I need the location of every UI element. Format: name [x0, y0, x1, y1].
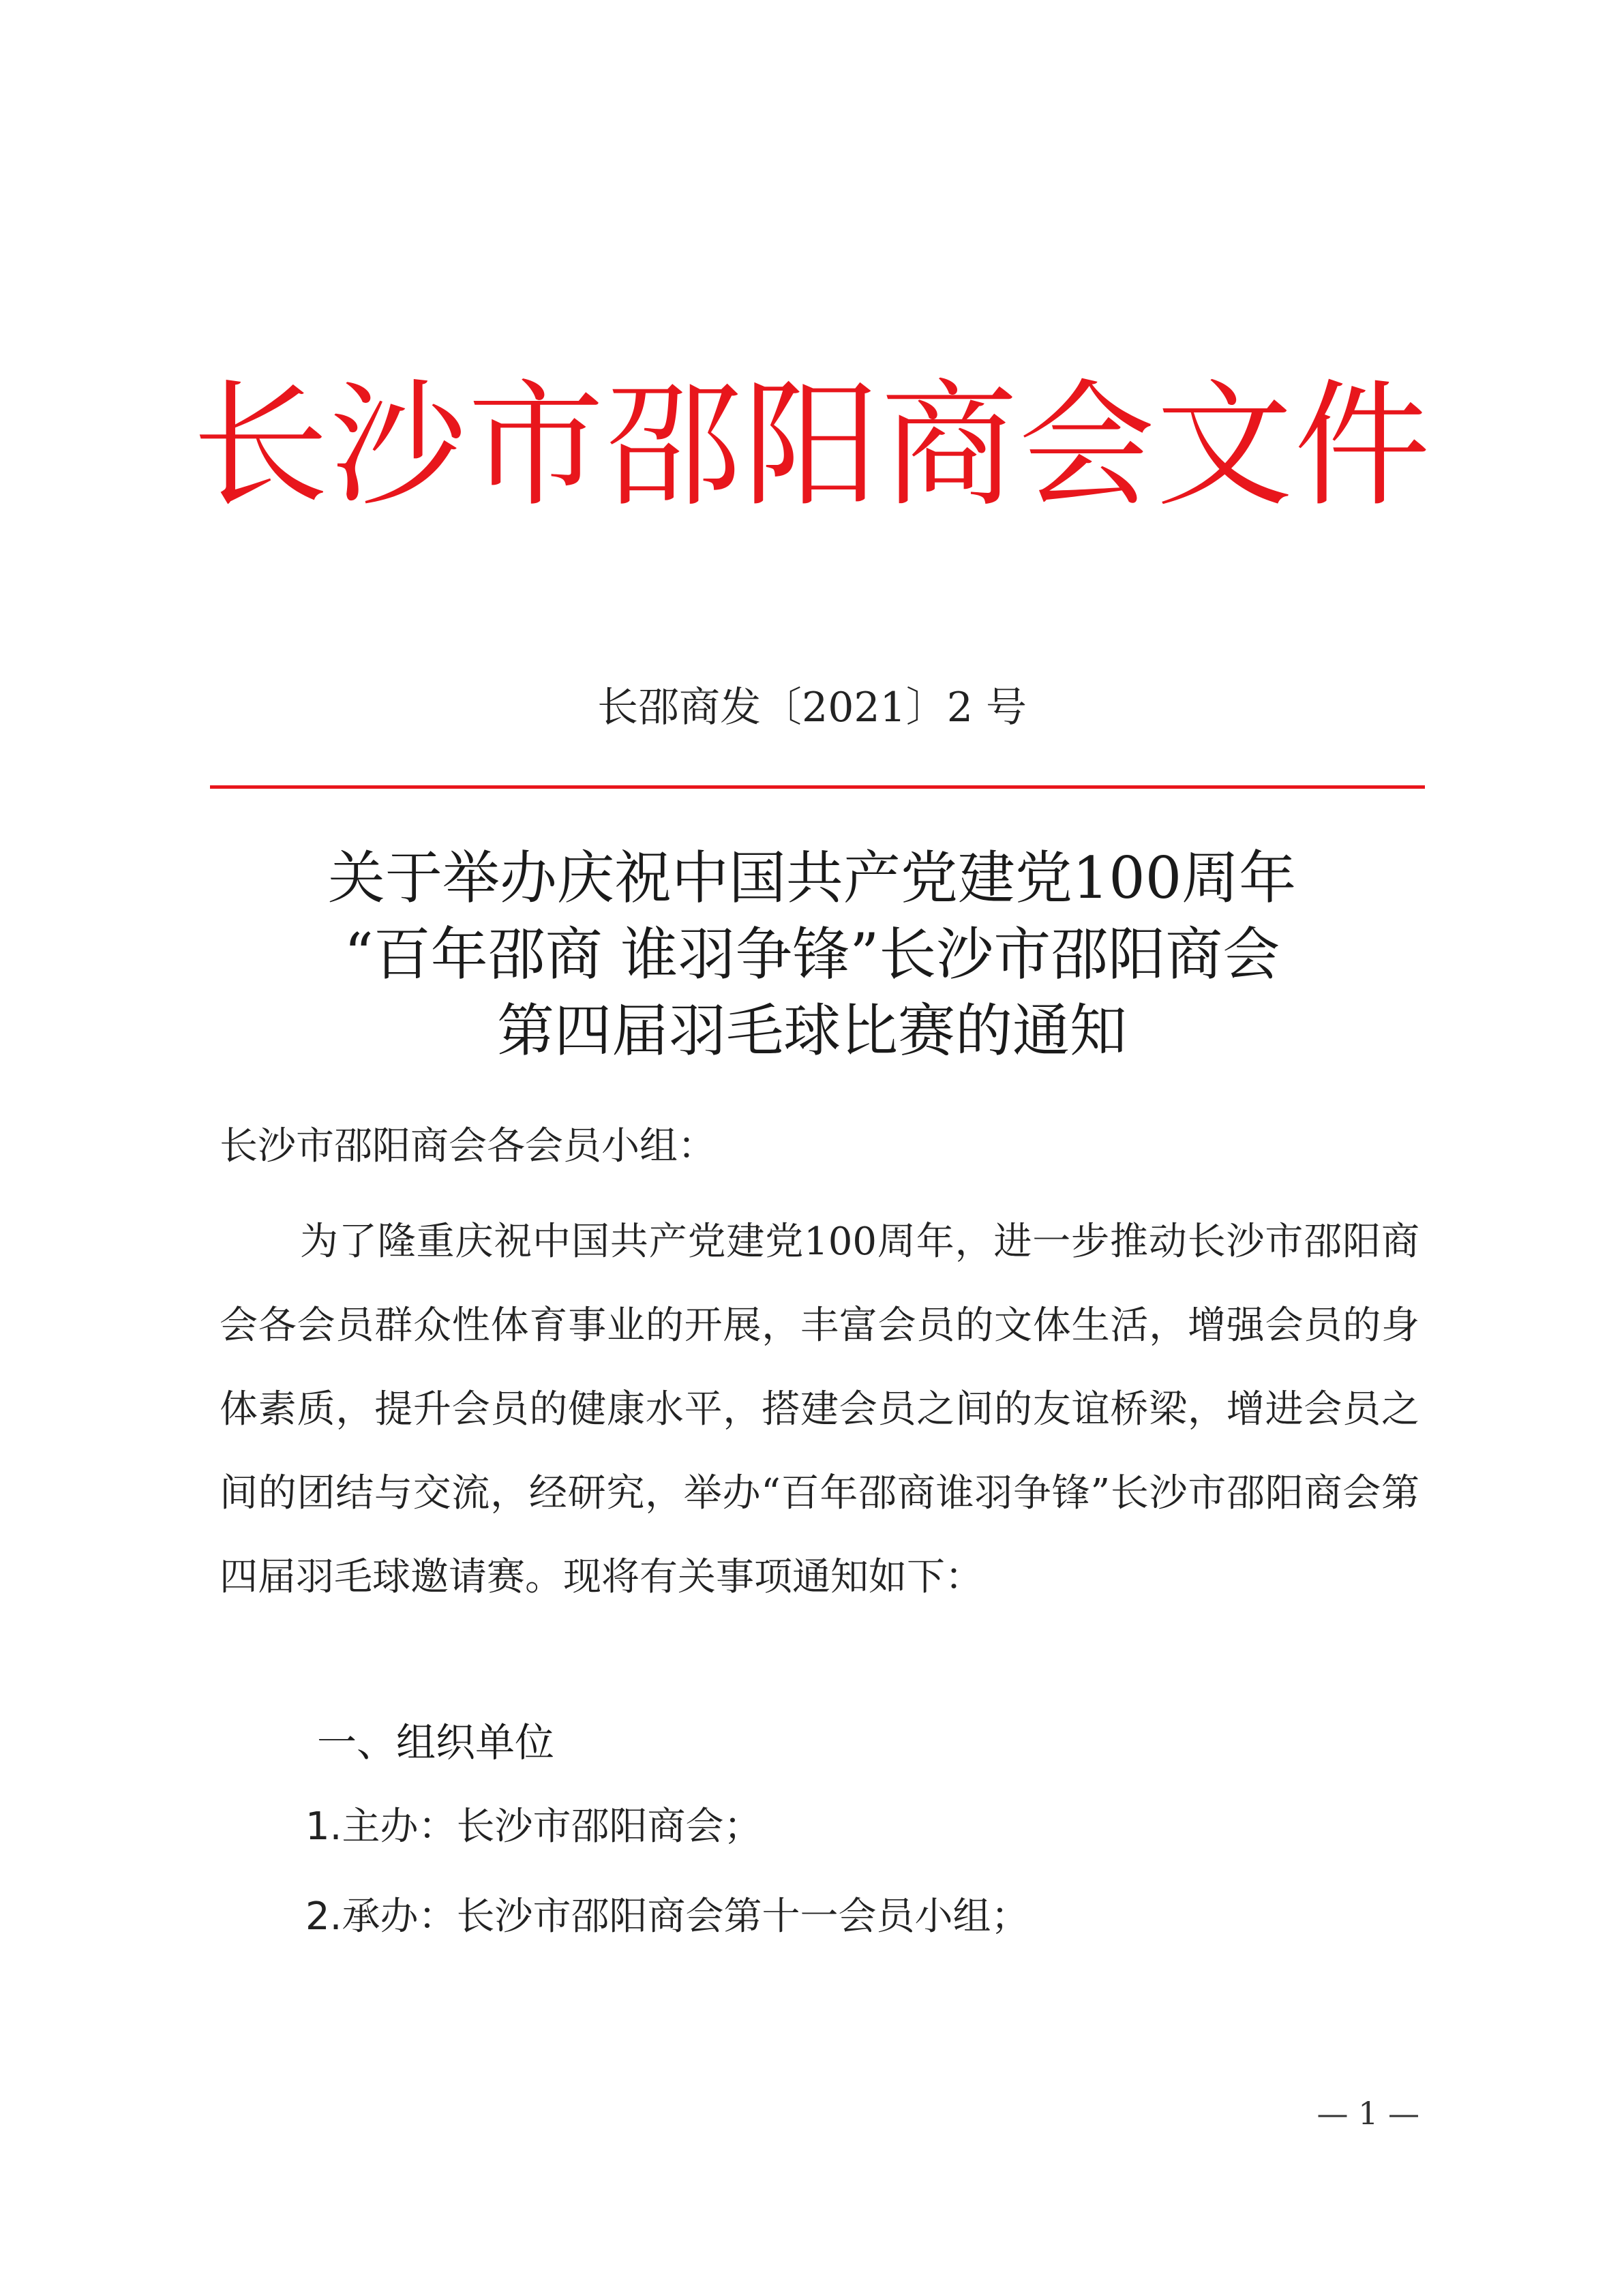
notice-title-line-1: 关于举办庆祝中国共产党建党100周年	[327, 845, 1297, 911]
item-text: 主办：长沙市邵阳商会；	[342, 1804, 762, 1849]
notice-title	[0, 840, 1624, 1069]
masthead-title: 长沙市邵阳商会文件	[192, 367, 1432, 526]
item-number: 1.	[305, 1804, 342, 1849]
section-heading-organizers: 一、组织单位	[317, 1719, 555, 1766]
page-number: — 1 —	[1317, 2095, 1419, 2132]
item-text: 承办：长沙市邵阳商会第十一会员小组；	[342, 1894, 1029, 1939]
body-paragraph: 为了隆重庆祝中国共产党建党100周年，进一步推动长沙市邵阳商会各会员群众性体育事业的开展，丰富会员的文体生活，增强会员的身体素质，提升会员的健康水平，搭建会员之间的友谊桥梁，增进会员之间的团结与交流，经研究，举办“百年邵商谁羽争锋”长沙市邵阳商会第四届羽毛球邀请赛。现将有关事项通知如下：	[220, 1220, 1419, 1599]
red-divider-line	[210, 785, 1425, 789]
organizer-item	[305, 1890, 1029, 1944]
salutation: 长沙市邵阳商会各会员小组：	[220, 1124, 716, 1168]
item-number: 2.	[305, 1894, 342, 1939]
document-number: 长邵商发〔2021〕2 号	[597, 684, 1027, 731]
notice-title-line-3: 第四届羽毛球比赛的通知	[496, 997, 1127, 1064]
notice-title-line-2: “百年邵商 谁羽争锋”长沙市邵阳商会	[344, 921, 1280, 988]
organizer-item	[305, 1800, 762, 1854]
